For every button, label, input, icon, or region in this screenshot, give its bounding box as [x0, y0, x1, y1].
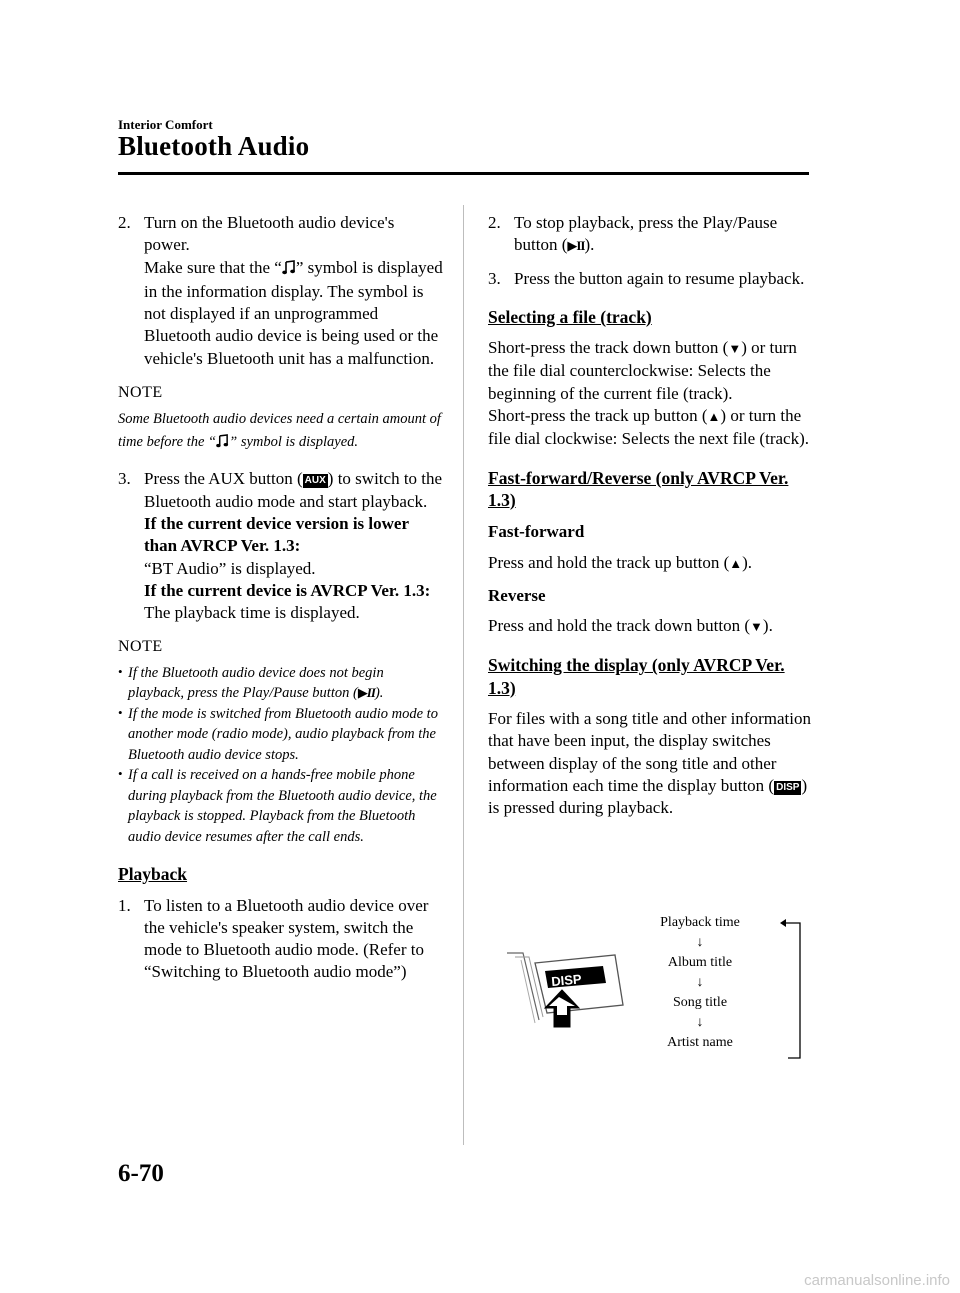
left-column: [118, 212, 443, 984]
track-down-icon: ▼: [728, 341, 742, 357]
music-note-icon: [282, 259, 296, 281]
cycle-item: Song title: [672, 995, 728, 1010]
note-item-text: ).: [374, 685, 384, 702]
watermark: carmanualsonline.info: [804, 1272, 950, 1289]
disp-button-label: DISP: [550, 971, 583, 990]
body-text: Short-press the track down button (: [488, 338, 729, 358]
condition-text: If the current device is AVRCP Ver. 1.3:: [144, 580, 431, 600]
note-text-part: ” symbol is displayed.: [229, 434, 359, 451]
reverse-text: [488, 615, 813, 638]
step-number: 2.: [118, 213, 131, 232]
arrow-down-icon: ↓: [696, 975, 704, 990]
step-3-resume: [488, 268, 813, 290]
step-2-stop: [488, 212, 813, 258]
step-number: 1.: [118, 895, 131, 915]
selecting-file-heading: Selecting a file (track): [488, 306, 652, 327]
body-text: ).: [742, 552, 753, 572]
selecting-file-text: [488, 337, 813, 450]
body-text: Press and hold the track up button (: [488, 552, 730, 572]
track-up-icon: ▲: [707, 409, 721, 425]
track-up-icon: ▲: [729, 555, 743, 571]
column-divider: [463, 205, 464, 1145]
right-column: [488, 212, 813, 820]
step-number: 3.: [118, 469, 131, 489]
cycle-item: Playback time: [660, 915, 740, 930]
playback-heading: Playback: [118, 864, 188, 885]
section-label: Interior Comfort: [118, 117, 213, 132]
result-text: The playback time is displayed.: [144, 603, 360, 623]
step-number: 3.: [488, 268, 501, 288]
body-text: ) is pressed during playback.: [488, 775, 808, 818]
step-text: To stop playback, press the Play/Pause button (: [514, 213, 778, 255]
aux-button-icon: AUX: [304, 475, 326, 487]
cycle-item: Album title: [667, 955, 733, 970]
step-text: To listen to a Bluetooth audio device over the vehicle's speaker system, switch the mode to Bluetooth audio mode. (Refer to “Switching to Bluetooth audio mode”): [144, 895, 429, 982]
play-pause-icon: ▶II: [567, 238, 585, 254]
step-text: Press the button again to resume playback.: [514, 268, 805, 288]
display-cycle-diagram: [495, 905, 815, 1075]
music-note-icon: [216, 433, 229, 456]
step-text: Press the AUX button (: [144, 469, 303, 489]
return-loop-arrow-icon: [780, 917, 804, 1059]
body-text: For files with a song title and other information that have been input, the display switches between display of the song title and other information each time the display button (: [488, 709, 811, 795]
header-rule: [118, 172, 809, 175]
switching-display-heading: Switching the display (only AVRCP Ver. 1.3): [488, 655, 785, 698]
step-text: ).: [584, 235, 595, 255]
step-1-listen: [118, 895, 443, 984]
note-title: NOTE: [118, 384, 163, 402]
condition-text: If the current device version is lower than AVRCP Ver. 1.3:: [144, 513, 409, 556]
disp-button-icon: DISP: [776, 781, 800, 793]
page-title: Bluetooth Audio: [118, 131, 310, 161]
note-text: [118, 408, 443, 456]
step-2-power-on: [118, 212, 443, 370]
track-down-icon: ▼: [750, 619, 763, 635]
step-text: ) to switch to the Bluetooth audio mode and start playback.: [144, 469, 443, 511]
note-text-part: Some Bluetooth audio devices need a certain amount of time before the “: [118, 411, 441, 451]
body-text: ).: [762, 616, 773, 636]
play-pause-icon: ▶II: [357, 685, 375, 701]
body-text: Short-press the track up button (: [488, 406, 708, 426]
cycle-item: Artist name: [667, 1035, 733, 1050]
result-text: “BT Audio” is displayed.: [144, 558, 316, 578]
note-item: • If the mode is switched from Bluetooth audio mode to another mode (radio mode), audio playback from the Bluetooth audio device stops.: [118, 704, 443, 766]
note-item: • If a call is received on a hands-free mobile phone during playback from the Bluetooth audio device, the playback is stopped. Playback from the Bluetooth audio device resumes after the call ends.: [118, 765, 443, 847]
step-number: 2.: [488, 213, 501, 232]
page-number: 6-70: [118, 1160, 164, 1187]
note-title: NOTE: [118, 638, 163, 656]
arrow-down-icon: ↓: [696, 1015, 704, 1030]
body-text: ) or turn the file dial clockwise: Selects the next file (track).: [488, 406, 809, 449]
note-item-text: If the Bluetooth audio device does not begin playback, press the Play/Pause button (: [128, 664, 384, 702]
fast-forward-reverse-heading: Fast-forward/Reverse (only AVRCP Ver. 1.3): [488, 467, 789, 510]
reverse-subheading: Reverse: [488, 585, 546, 605]
step-text: Turn on the Bluetooth audio device's power.: [144, 213, 395, 255]
display-cycle-list: [645, 915, 755, 1051]
body-text: Press and hold the track down button (: [488, 616, 751, 636]
note-item: [118, 663, 443, 704]
fast-forward-subheading: Fast-forward: [488, 522, 585, 542]
note-list: [118, 663, 443, 848]
fast-forward-text: [488, 552, 813, 575]
body-text: ) or turn the file dial counterclockwise: Selects the beginning of the current file (track).: [488, 338, 797, 403]
switching-display-text: [488, 708, 813, 819]
arrow-down-icon: ↓: [696, 935, 704, 950]
step-3-aux: [118, 468, 443, 624]
step-text: Make sure that the “: [144, 257, 282, 277]
step-text: ” symbol is displayed in the information display. The symbol is not displayed if an unprogrammed Bluetooth audio device is being used or the vehicle's Bluetooth unit has a malfunction.: [144, 257, 443, 368]
